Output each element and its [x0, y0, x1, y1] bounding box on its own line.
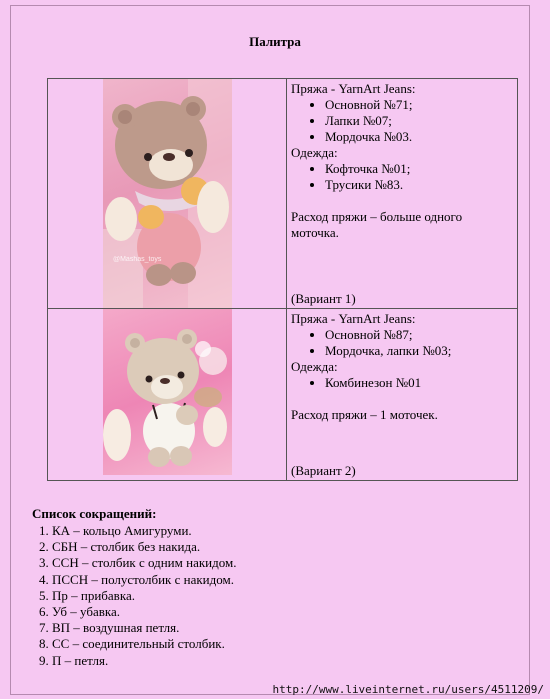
clothes-item: • Комбинезон №01 [325, 375, 511, 391]
abbreviations-list [32, 523, 236, 669]
variant-label-2: (Вариант 2) [291, 463, 356, 478]
clothes-heading-2: Одежда: [291, 359, 338, 374]
yarn-item: • Основной №87; [325, 327, 511, 343]
yarn-list-1 [291, 97, 511, 145]
palette-table [47, 78, 518, 481]
yarn-item: • Основной №71; [325, 97, 511, 113]
variant-row-2 [48, 309, 518, 481]
clothes-item: • Кофточка №01; [325, 161, 511, 177]
abbreviation-item: 3. ССН – столбик с одним накидом. [52, 555, 236, 571]
abbreviation-item: 1. КА – кольцо Амигуруми. [52, 523, 236, 539]
yarn-consumption-2: Расход пряжи – 1 моточек. [291, 407, 438, 422]
clothes-list-1 [291, 161, 511, 193]
yarn-item: • Лапки №07; [325, 113, 511, 129]
abbreviation-item: 6. Уб – убавка. [52, 604, 236, 620]
abbreviation-item: 2. СБН – столбик без накида. [52, 539, 236, 555]
footer-url[interactable]: http://www.liveinternet.ru/users/4511209/ [272, 683, 544, 696]
abbreviation-item: 9. П – петля. [52, 653, 236, 669]
abbreviation-item: 4. ПССН – полустолбик с накидом. [52, 572, 236, 588]
yarn-heading-1: Пряжа - YarnArt Jeans: [291, 81, 416, 96]
yarn-consumption-1: Расход пряжи – больше одного моточка. [291, 209, 463, 240]
bear-photo-2 [103, 309, 232, 475]
variant-2-photo-cell [48, 309, 287, 481]
abbreviation-item: 8. СС – соединительный столбик. [52, 636, 236, 652]
abbreviation-item: 7. ВП – воздушная петля. [52, 620, 236, 636]
bear-photo-1 [103, 79, 232, 308]
yarn-item: • Мордочка, лапки №03; [325, 343, 511, 359]
variant-1-photo-cell [48, 79, 287, 309]
page-title: Палитра [249, 34, 301, 49]
teddy-bear-image-1 [103, 79, 232, 308]
clothes-list-2 [291, 375, 511, 391]
variant-label-1: (Вариант 1) [291, 291, 356, 306]
yarn-list-2 [291, 327, 511, 359]
variant-row-1 [48, 79, 518, 309]
teddy-bear-image-2 [103, 309, 232, 475]
variant-2-description [287, 309, 518, 481]
abbreviation-item: 5. Пр – прибавка. [52, 588, 236, 604]
clothes-item: • Трусики №83. [325, 177, 511, 193]
abbreviations-heading: Список сокращений: [32, 506, 157, 521]
yarn-item: • Мордочка №03. [325, 129, 511, 145]
photo-watermark: @Mashas_toys [112, 256, 161, 263]
variant-1-description [287, 79, 518, 309]
clothes-heading-1: Одежда: [291, 145, 338, 160]
yarn-heading-2: Пряжа - YarnArt Jeans: [291, 311, 416, 326]
